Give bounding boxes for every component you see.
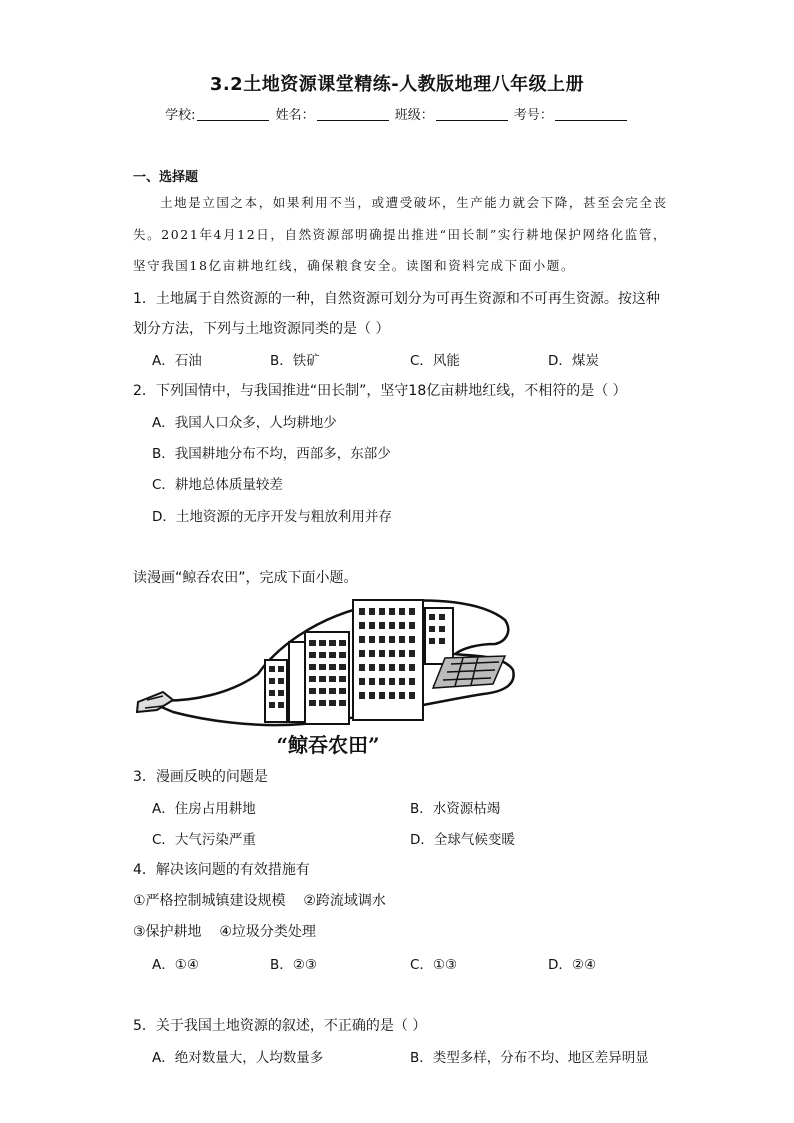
q2-option-a[interactable]: A．我国人口众多，人均耕地少 [152,415,337,431]
number-label: 考号： [513,108,553,123]
page-title: 3.2土地资源课堂精练-人教版地理八年级上册 [209,74,585,95]
q5-option-a[interactable]: A．绝对数量大，人均数量多 [152,1050,324,1066]
q1-option-a[interactable]: A．石油 [152,353,202,369]
q2-option-c[interactable]: C．耕地总体质量较差 [152,477,283,493]
school-blank[interactable] [197,108,269,121]
q2-option-b[interactable]: B．我国耕地分布不均，西部多，东部少 [152,446,391,462]
whale-eating-farmland-comic [133,592,523,764]
school-label: 学校: [165,108,196,123]
comic-caption: “鲸吞农田” [276,733,380,757]
q4-option-a[interactable]: A．①④ [152,957,199,973]
number-blank[interactable] [555,108,627,121]
q4-measures-line-2: ③保护耕地 ④垃圾分类处理 [133,924,316,940]
q4-option-b[interactable]: B．②③ [270,957,317,973]
q4-option-c[interactable]: C．①③ [410,957,458,973]
q1-stem-line-1: 1．土地属于自然资源的一种，自然资源可划分为可再生资源和不可再生资源。按这种 [133,291,660,307]
q3-option-b[interactable]: B．水资源枯竭 [410,801,501,817]
q5-stem: 5．关于我国土地资源的叙述，不正确的是（ ） [133,1018,427,1034]
section-heading: 一、选择题 [133,170,199,185]
student-info-line [0,104,794,123]
q3-option-c[interactable]: C．大气污染严重 [152,832,256,848]
intro-line-2: 失。2021年4月12日，自然资源部明确提出推进“田长制”实行耕地保护网络化监管， [133,227,668,242]
q4-stem: 4．解决该问题的有效措施有 [133,862,310,878]
q1-stem-line-2: 划分方法，下列与土地资源同类的是（ ） [133,321,390,337]
class-label: 班级： [394,108,434,123]
intro-line-3: 坚守我国18亿亩耕地红线，确保粮食安全。读图和资料完成下面小题。 [133,258,576,273]
q3-stem: 3．漫画反映的问题是 [133,769,268,785]
name-blank[interactable] [317,108,389,121]
class-blank[interactable] [436,108,508,121]
name-label: 姓名： [275,108,315,123]
q3-option-a[interactable]: A．住房占用耕地 [152,801,256,817]
q4-measures-line-1: ①严格控制城镇建设规模 ②跨流域调水 [133,893,386,909]
comic-prompt: 读漫画“鲸吞农田”，完成下面小题。 [133,570,358,586]
q2-stem: 2．下列国情中，与我国推进“田长制”，坚守18亿亩耕地红线，不相符的是（ ） [133,383,627,399]
intro-line-1: 土地是立国之本，如果利用不当，或遭受破坏，生产能力就会下降，甚至会完全丧 [160,195,668,210]
q2-option-d[interactable]: D．土地资源的无序开发与粗放利用并存 [152,509,392,525]
q1-option-c[interactable]: C．风能 [410,353,460,369]
q3-option-d[interactable]: D．全球气候变暖 [410,832,515,848]
q1-option-d[interactable]: D．煤炭 [548,353,599,369]
q4-option-d[interactable]: D．②④ [548,957,597,973]
q5-option-b[interactable]: B．类型多样，分布不均、地区差异明显 [410,1050,649,1066]
q1-option-b[interactable]: B．铁矿 [270,353,320,369]
